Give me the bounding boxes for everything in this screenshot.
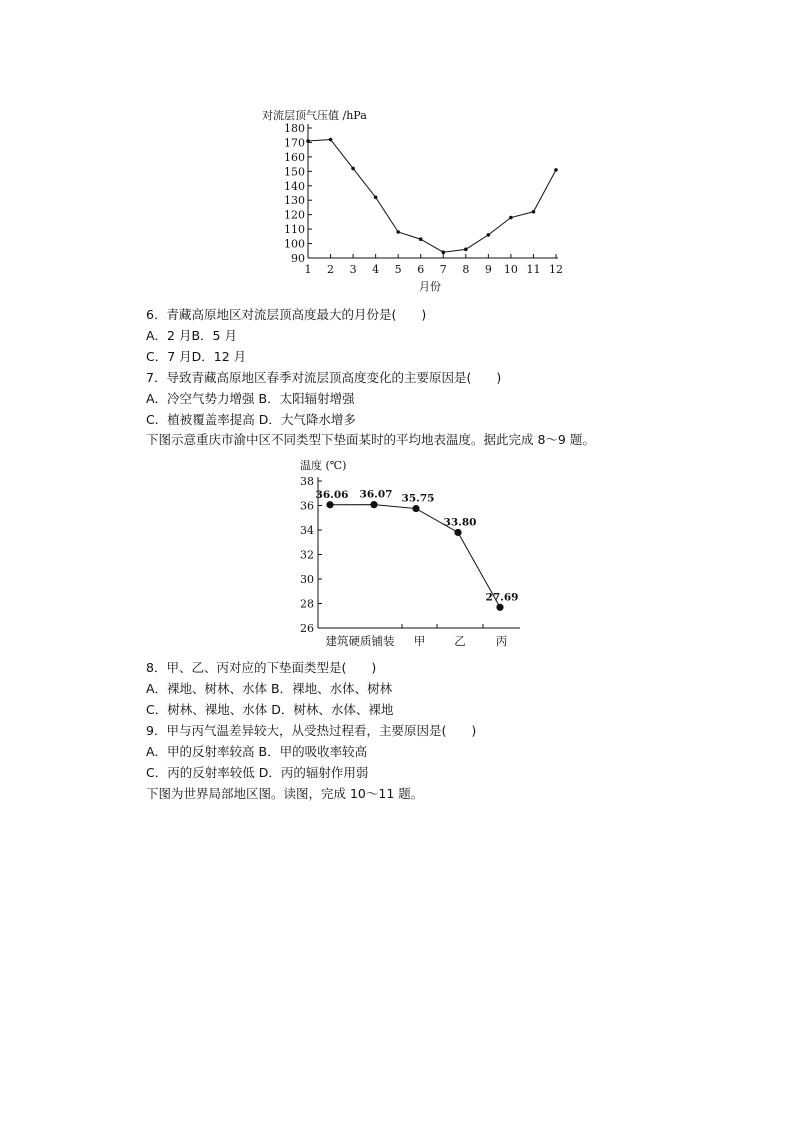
chart1-xlabel: 月份 — [419, 280, 441, 293]
chart1-data-point — [306, 139, 310, 143]
chart1-y-tick-label: 110 — [284, 223, 305, 237]
chart1-y-tick-label: 100 — [284, 237, 305, 251]
chart1-data-point — [487, 233, 491, 237]
surface-temperature-svg — [290, 455, 540, 653]
question-8: 8．甲、乙、丙对应的下垫面类型是( ) — [146, 660, 377, 675]
chart1-data-point — [464, 248, 468, 252]
chart1-y-tick-label: 140 — [284, 179, 305, 193]
chart2-category-label: 丙 — [495, 634, 508, 648]
question-7: 7．导致青藏高原地区春季对流层顶高度变化的主要原因是( ) — [146, 370, 502, 385]
chart1-y-tick-label: 120 — [284, 208, 305, 222]
chart1-y-tick-label: 160 — [284, 150, 305, 164]
chart2-data-point — [370, 501, 377, 508]
chart2-data-point — [454, 529, 461, 536]
chart2-data-point — [496, 604, 503, 611]
chart2-data-point — [326, 501, 333, 508]
chart2-y-tick-label: 32 — [300, 548, 314, 562]
chart2-y-tick-label: 30 — [300, 573, 314, 586]
intro-questions-10-11: 下图为世界局部地区图。读图，完成 10～11 题。 — [146, 786, 424, 801]
chart1-data-point — [509, 216, 513, 220]
chart1-ylabel: 对流层顶气压值 /hPa — [262, 109, 367, 122]
chart2-y-tick-label: 34 — [300, 524, 314, 537]
chart1-data-point — [351, 167, 355, 171]
chart1-x-tick-label: 4 — [372, 263, 380, 276]
question-7-options-ab: A．冷空气势力增强 B．太阳辐射增强 — [146, 391, 355, 406]
chart1-x-tick-label: 2 — [327, 263, 335, 276]
chart2-data-label: 27.69 — [485, 591, 519, 604]
chart1-x-tick-label: 5 — [394, 263, 402, 276]
chart1-data-point — [532, 210, 536, 214]
chart1-series-line — [308, 140, 556, 253]
chart1-x-tick-label: 7 — [439, 263, 447, 276]
chart2-data-label: 36.07 — [359, 488, 393, 501]
chart1-x-tick-label: 1 — [304, 263, 312, 276]
chart2-category-label: 甲 — [413, 634, 426, 648]
chart1-data-point — [329, 138, 333, 142]
question-8-options-ab: A．裸地、树林、水体 B．裸地、水体、树林 — [146, 681, 393, 696]
chart1-x-tick-label: 6 — [417, 263, 425, 276]
tropopause-pressure-chart — [250, 100, 570, 300]
intro-questions-8-9: 下图示意重庆市渝中区不同类型下垫面某时的平均地表温度。据此完成 8～9 题。 — [146, 432, 595, 447]
chart2-data-label: 35.75 — [401, 492, 435, 505]
chart2-data-point — [412, 505, 419, 512]
chart2-y-tick-label: 28 — [300, 597, 314, 611]
question-9: 9．甲与丙气温差异较大，从受热过程看，主要原因是( ) — [146, 723, 477, 738]
chart1-data-point — [374, 196, 378, 200]
chart1-y-tick-label: 130 — [284, 194, 305, 208]
question-9-options-cd: C．丙的反射率较低 D．丙的辐射作用弱 — [146, 765, 369, 780]
chart1-data-point — [441, 250, 445, 254]
chart1-x-tick-label: 3 — [349, 263, 357, 276]
chart2-y-tick-label: 38 — [300, 475, 314, 488]
surface-temperature-chart — [290, 455, 540, 653]
question-7-options-cd: C．植被覆盖率提高 D．大气降水增多 — [146, 412, 356, 427]
question-9-options-ab: A．甲的反射率较高 B．甲的吸收率较高 — [146, 744, 368, 759]
chart1-data-point — [396, 230, 400, 234]
chart2-ylabel: 温度 (℃) — [300, 459, 347, 472]
question-6-options-ab: A．2 月B．5 月 — [146, 328, 237, 343]
chart1-y-tick-label: 150 — [284, 165, 305, 179]
chart1-y-tick-label: 90 — [291, 252, 305, 265]
chart1-x-tick-label: 8 — [462, 263, 470, 276]
chart1-x-tick-label: 12 — [549, 263, 563, 276]
tropopause-pressure-svg — [250, 100, 570, 300]
chart1-data-point — [554, 168, 558, 172]
chart1-x-tick-label: 11 — [526, 263, 541, 276]
chart2-data-label: 33.80 — [443, 516, 477, 529]
chart1-data-point — [419, 237, 423, 241]
chart2-y-tick-label: 36 — [300, 499, 314, 513]
chart1-y-tick-label: 170 — [284, 136, 305, 150]
question-6: 6．青藏高原地区对流层顶高度最大的月份是( ) — [146, 307, 427, 322]
chart1-x-tick-label: 9 — [484, 263, 492, 276]
chart2-category-label: 建筑硬质铺装 — [325, 634, 395, 648]
chart2-y-tick-label: 26 — [300, 622, 314, 635]
question-6-options-cd: C．7 月D．12 月 — [146, 349, 247, 364]
chart2-category-label: 乙 — [454, 634, 466, 648]
chart1-x-tick-label: 10 — [503, 263, 518, 276]
chart1-y-tick-label: 180 — [284, 122, 305, 135]
question-8-options-cd: C．树林、裸地、水体 D．树林、水体、裸地 — [146, 702, 394, 717]
chart2-data-label: 36.06 — [315, 488, 349, 501]
